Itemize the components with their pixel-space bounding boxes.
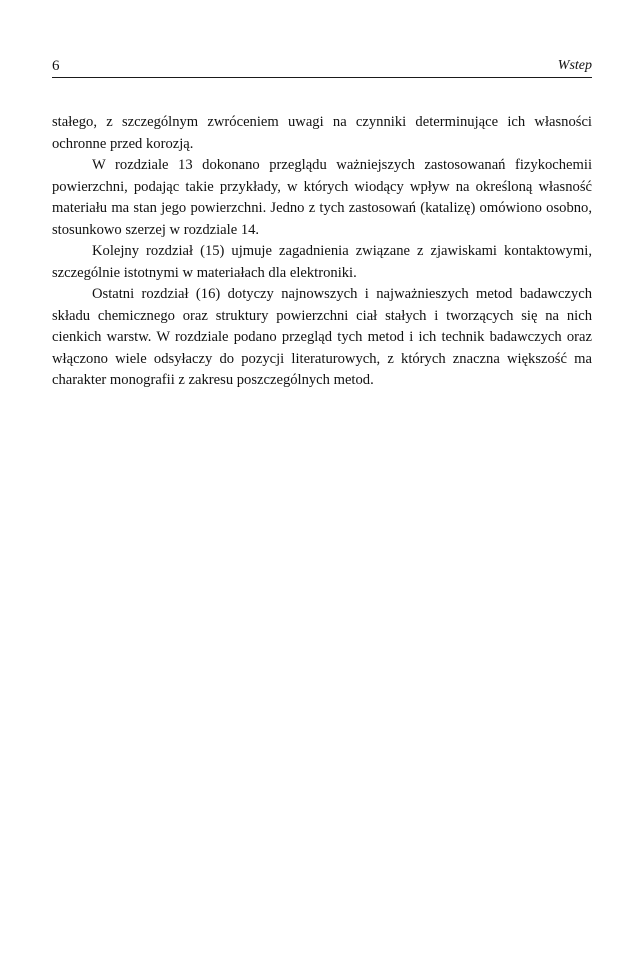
section-title: Wstep	[557, 58, 592, 73]
paragraph-continuation: stałego, z szczególnym zwróceniem uwagi na czynniki determinujące ich własności ochronne przed korozją.	[52, 114, 592, 152]
paragraph-chapter-13-14: W rozdziale 13 dokonano przeglądu ważniejszych zastosowanań fizykochemii powierzchni, podając takie przykłady, w których wiodący wpływ na określoną własność materiału ma stan jego powierzchni. Jedno z tych zastosowań (katalizę) omówiono osobno, stosunkowo szerzej w rozdziale 14.	[52, 157, 592, 238]
running-header	[52, 57, 592, 78]
body-text	[52, 112, 592, 392]
paragraph-chapter-15: Kolejny rozdział (15) ujmuje zagadnienia związane z zjawiskami kontaktowymi, szczególnie istotnymi w materiałach dla elektroniki.	[52, 243, 592, 281]
page-number: 6	[52, 58, 60, 74]
paragraph-chapter-16: Ostatni rozdział (16) dotyczy najnowszych i najważnieszych metod badawczych składu chemicznego oraz struktury powierzchni ciał stałych i tworzących się na nich cienkich warstw. W rozdziale podano przegląd tych metod i ich technik badawczych oraz włączono wiele odsyłaczy do pozycji literaturowych, z których znaczna większość ma charakter monografii z zakresu poszczególnych metod.	[52, 286, 592, 388]
